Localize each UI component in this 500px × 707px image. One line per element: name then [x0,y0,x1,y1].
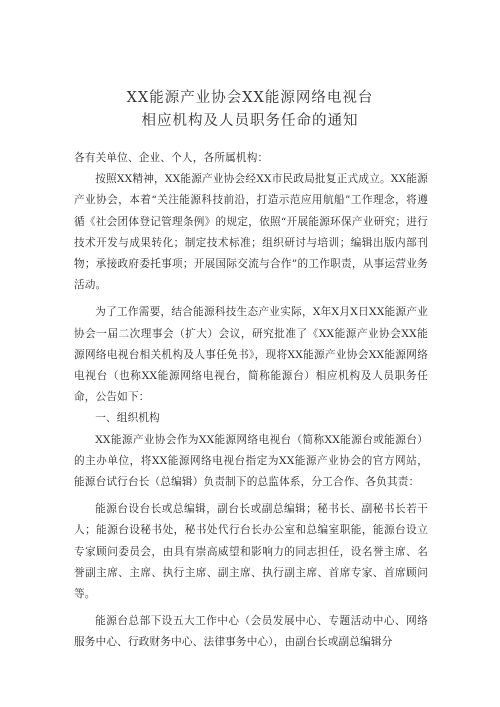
paragraph-leadership: 能源台设台长或总编辑，副台长或副总编辑；秘书长、副秘书长若干人；能源台设秘书处，秘书处代行台长办公室和总编室职能，能源台设立专家顾问委员会，由具有崇高威望和影响力的同志担任，设名誉主席、名誉副主席、主席、执行主席、副主席、执行副主席、首席专家、首席顾问等。 [74,503,428,601]
section-heading-organization: 一、组织机构 [95,412,160,425]
paragraph-founding: 按照XX精神，XX能源产业协会经XX市民政局批复正式成立。XX能源产业协会，本着“关注能源科技前沿，打造示范应用航船”工作理念，将遵循《社会团体登记管理条例》的规定，依照“开展能源环保产业研究；进行技术开发与成果转化；制定技术标准；组织研讨与培训；编辑出版内部刊物；承接政府委托事项；开展国际交流与合作”的工作职责，从事运营业务活动。 [74,173,428,292]
paragraph-host-unit: XX能源产业协会作为XX能源网络电视台（简称XX能源台或能源台）的主办单位，将XX能源网络电视台指定为XX能源产业协会的官方网站，能源台试行台长（总编辑）负责制下的总监体系，分工合作、各负其责： [74,433,428,489]
document-title-line-2: 相应机构及人员职务任命的通知 [141,113,359,129]
paragraph-announcement: 为了工作需要，结合能源科技生态产业实际，X年X月X日XX能源产业协会一届二次理事会（扩大）会议，研究批准了《XX能源产业协会XX能源网络电视台相关机构及人事任免书》，现将XX能源产业协会XX能源网络电视台（也称XX能源网络电视台，简称能源台）相应机构及人员职务任命，公告如下： [74,306,428,404]
document-body [74,148,428,654]
salutation: 各有关单位、企业、个人，各所属机构： [74,152,269,164]
paragraph-work-centers: 能源台总部下设五大工作中心（会员发展中心、专题活动中心、网络服务中心、行政财务中心、法律事务中心），由副台长或副总编辑分 [74,615,428,649]
document-title-line-1: XX能源产业协会XX能源网络电视台 [126,90,374,106]
